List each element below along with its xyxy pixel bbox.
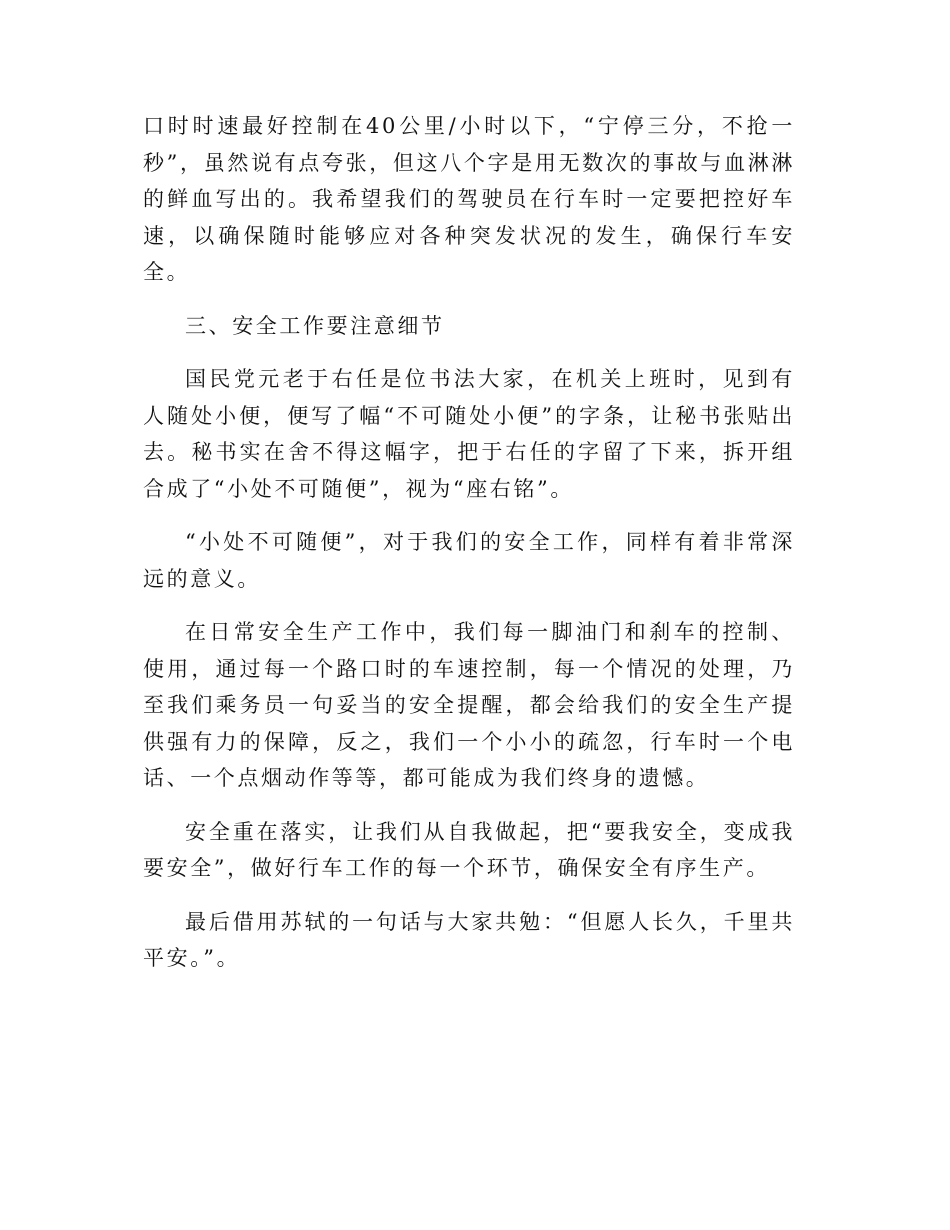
document-body — [143, 108, 795, 994]
paragraph-yu-youren-story: 国民党元老于右任是位书法大家，在机关上班时，见到有人随处小便，便写了幅“不可随处小便”的字条，让秘书张贴出去。秘书实在舍不得这幅字，把于右任的字留了下来，拆开组合成了“小处不可随便”，视为“座右铭”。 — [143, 367, 795, 501]
section-heading-safety-details: 三、安全工作要注意细节 — [185, 313, 445, 338]
paragraph-implementation: 安全重在落实，让我们从自我做起，把“要我安全，变成我要安全”，做好行车工作的每一个环节，确保安全有序生产。 — [143, 819, 795, 880]
paragraph-daily-safety: 在日常安全生产工作中，我们每一脚油门和刹车的控制、使用，通过每一个路口时的车速控制，每一个情况的处理，乃至我们乘务员一句妥当的安全提醒，都会给我们的安全生产提供强有力的保障，反之，我们一个小小的疏忽，行车时一个电话、一个点烟动作等等，都可能成为我们终身的遗憾。 — [143, 620, 795, 790]
paragraph-closing-quote: 最后借用苏轼的一句话与大家共勉：“但愿人长久，千里共平安。”。 — [143, 909, 795, 970]
paragraph-motto-meaning: “小处不可随便”，对于我们的安全工作，同样有着非常深远的意义。 — [143, 530, 795, 591]
paragraph-speed-control: 口时时速最好控制在40公里/小时以下，“宁停三分，不抢一秒”，虽然说有点夸张，但这八个字是用无数次的事故与血淋淋的鲜血写出的。我希望我们的驾驶员在行车时一定要把控好车速，以确保随时能够应对各种突发状况的发生，确保行车安全。 — [143, 114, 795, 284]
